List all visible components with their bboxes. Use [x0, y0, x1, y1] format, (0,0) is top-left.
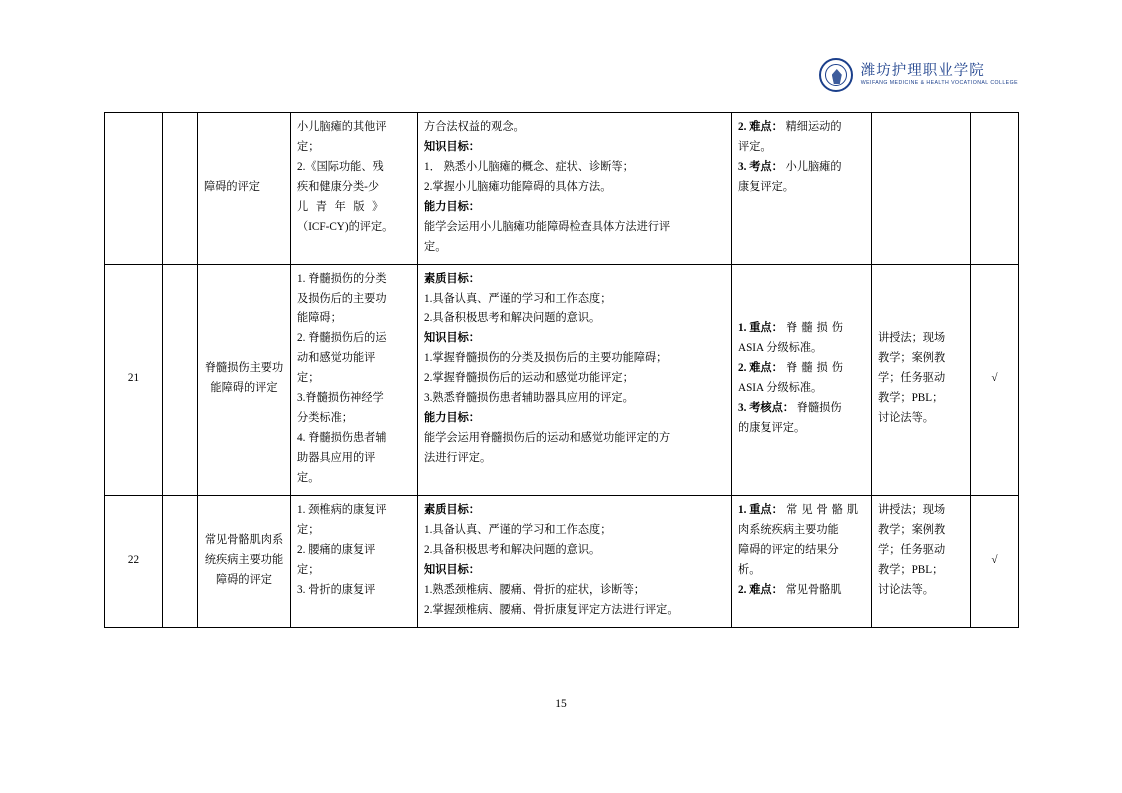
table-row — [105, 495, 1019, 627]
syllabus-table-wrapper — [104, 112, 1018, 628]
key-point-text-2: 精细运动的 — [782, 121, 842, 133]
row-objective: 素质目标： 1.具备认真、严谨的学习和工作态度； 2.具备积极思考和解决问题的意识。 知识目标： 1.掌握脊髓损伤的分类及损伤后的主要功能障碍； 2.掌握脊髓损伤后的运动和感觉功能评定； 3.熟悉脊髓损伤患者辅助器具应用的评定。 能力目标： 能学会运用脊髓损伤后的运动和感觉功能评定的方 法进行评定。 — [418, 264, 732, 495]
key-point-text-1c: 障碍的评定的结果分 — [738, 543, 839, 556]
key-point-text-1d: 析。 — [738, 563, 761, 576]
row-requirement: 1. 颈椎病的康复评 定； 2. 腰痛的康复评 定； 3. 骨折的康复评 — [291, 495, 418, 627]
row-requirement: 小儿脑瘫的其他评 定； 2.《国际功能、残 疾和健康分类-少 儿 青 年 版 》 （ICF-CY)的评定。 — [291, 113, 418, 265]
key-point-text-3: 小儿脑瘫的 — [782, 160, 842, 173]
key-point-text-3b: 的康复评定。 — [738, 422, 806, 435]
row-hours — [163, 264, 198, 495]
table-row — [105, 113, 1019, 265]
school-name-en: WEIFANG MEDICINE & HEALTH VOCATIONAL COLLEGE — [860, 80, 1018, 87]
key-point-text-1: 常 见 骨 骼 肌 — [782, 503, 859, 516]
key-point-label-3: 3. 考点： — [738, 160, 783, 173]
row-practice: √ — [971, 264, 1019, 495]
row-topic: 脊髓损伤主要功能障碍的评定 — [198, 264, 291, 495]
key-point-text-2b: ASIA 分级标准。 — [738, 382, 823, 395]
row-hours — [163, 113, 198, 265]
school-name-cn: 潍坊护理职业学院 — [860, 62, 985, 79]
key-point-label-3: 3. 考核点： — [738, 402, 794, 415]
row-key-points — [732, 264, 872, 495]
row-index — [105, 113, 163, 265]
row-hours — [163, 495, 198, 627]
row-key-points — [732, 113, 872, 265]
school-seal-icon — [819, 58, 853, 92]
key-point-text-2: 脊 髓 损 伤 — [782, 362, 844, 375]
page-number: 15 — [555, 698, 567, 710]
key-point-label-2: 2. 难点： — [738, 121, 783, 133]
syllabus-table — [104, 112, 1019, 628]
row-requirement: 1. 脊髓损伤的分类 及损伤后的主要功 能障碍； 2. 脊髓损伤后的运 动和感觉功能评 定； 3.脊髓损伤神经学 分类标准； 4. 脊髓损伤患者辅 助器具应用的评 定。 — [291, 264, 418, 495]
key-point-label-2: 2. 难点： — [738, 362, 783, 375]
row-objective: 方合法权益的观念。 知识目标： 1． 熟悉小儿脑瘫的概念、症状、诊断等； 2.掌握小儿脑瘫功能障碍的具体方法。 能力目标： 能学会运用小儿脑瘫功能障碍检查具体方法进行评 定。 — [418, 113, 732, 265]
row-practice — [971, 113, 1019, 265]
key-point-text-3: 脊髓损伤 — [793, 402, 842, 415]
key-point-label-1: 1. 重点： — [738, 503, 783, 516]
key-point-text-1b: ASIA 分级标准。 — [738, 342, 823, 355]
row-index: 21 — [105, 264, 163, 495]
key-point-text-2: 常见骨骼肌 — [782, 583, 842, 596]
row-method: 讲授法；现场 教学；案例教 学；任务驱动 教学；PBL； 讨论法等。 — [872, 264, 971, 495]
school-logo-text — [861, 63, 1018, 88]
row-index: 22 — [105, 495, 163, 627]
key-point-text-1: 脊 髓 损 伤 — [782, 322, 844, 335]
school-logo — [819, 58, 1018, 92]
key-point-label-2: 2. 难点： — [738, 583, 783, 596]
key-point-label-1: 1. 重点： — [738, 322, 783, 335]
row-practice: √ — [971, 495, 1019, 627]
key-point-text-2b: 评定。 — [738, 140, 772, 153]
row-objective: 素质目标： 1.具备认真、严谨的学习和工作态度； 2.具备积极思考和解决问题的意识。 知识目标： 1.熟悉颈椎病、腰痛、骨折的症状，诊断等； 2.掌握颈椎病、腰痛、骨折康复评定方法进行评定。 — [418, 495, 732, 627]
row-topic: 常见骨骼肌肉系统疾病主要功能障碍的评定 — [198, 495, 291, 627]
row-method — [872, 113, 971, 265]
row-key-points — [732, 495, 872, 627]
key-point-text-1b: 肉系统疾病主要功能 — [738, 523, 839, 536]
table-row — [105, 264, 1019, 495]
row-method: 讲授法；现场 教学；案例教 学；任务驱动 教学；PBL； 讨论法等。 — [872, 495, 971, 627]
key-point-text-3b: 康复评定。 — [738, 180, 794, 193]
row-topic: 障碍的评定 — [198, 113, 291, 265]
